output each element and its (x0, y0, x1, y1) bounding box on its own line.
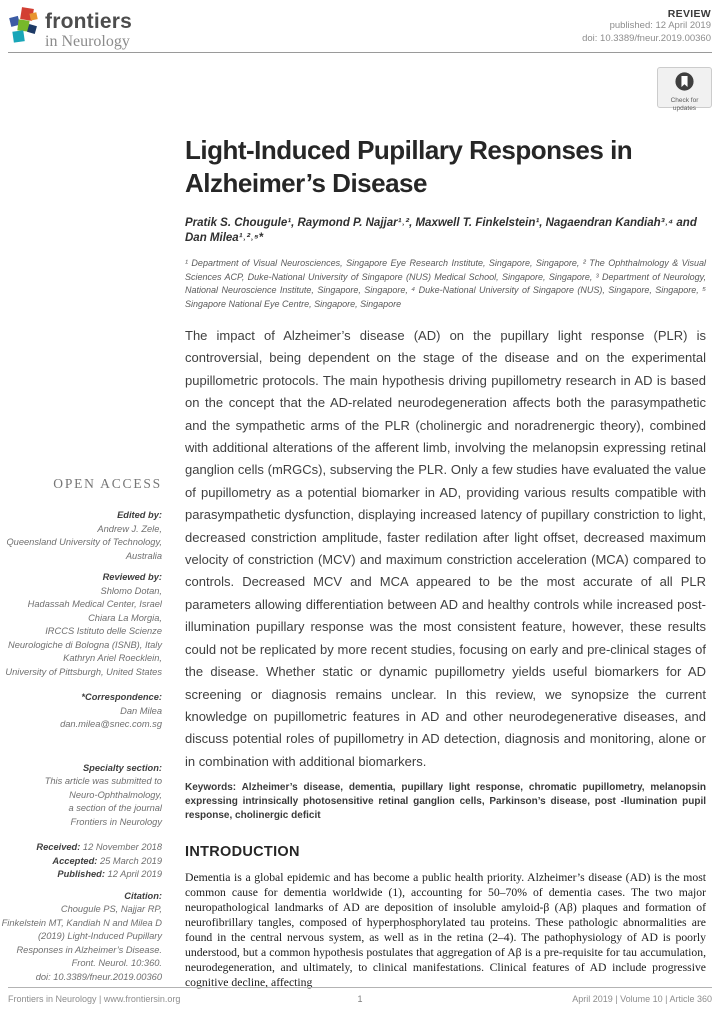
received-label: Received: (36, 842, 81, 852)
article-info-sidebar (0, 476, 162, 984)
published-date-line: published: 12 April 2019 (609, 20, 711, 31)
citation-line: Front. Neurol. 10:360. (71, 958, 162, 968)
article-title: Light-Induced Pupillary Responses in Alzheimer’s Disease (185, 135, 633, 198)
reviewed-by-line: IRCCS Istituto delle Scienze (45, 626, 162, 636)
history-dates-block (0, 841, 162, 882)
footer-divider (8, 987, 712, 988)
affiliations: ¹ Department of Visual Neurosciences, Singapore Eye Research Institute, Singapore, Singapore, ² The Ophthalmology & Visual Sciences ACP, Duke-National University of Singapore (NUS) Medical School, Singapore, Singapore, ³ Department of Neurology, National Neuroscience Institute, Singapore, Singapore, ⁴ Duke-National University of Singapore (NUS), Singapore, Singapore, ⁵ Singapore National Eye Centre, Singapore, Singapore (185, 258, 706, 309)
accepted-value: 25 March 2019 (99, 855, 162, 866)
edited-by-label: Edited by: (117, 510, 162, 520)
edited-by-block (0, 509, 162, 563)
citation-line: Responses in Alzheimer’s Disease. (16, 944, 162, 955)
citation-label: Citation: (124, 890, 162, 901)
doi-line: doi: 10.3389/fneur.2019.00360 (582, 32, 711, 44)
specialty-section-label: Specialty section: (82, 762, 162, 773)
reviewed-by-line: Chiara La Morgia, (88, 612, 162, 623)
check-updates-label-line2: updates (672, 104, 697, 112)
reviewed-by-line: Hadassah Medical Center, Israel (27, 599, 162, 609)
citation-line: (2019) Light-Induced Pupillary (37, 931, 162, 941)
reviewed-by-line: Neurologiche di Bologna (ISNB), Italy (8, 639, 162, 650)
specialty-line: Frontiers in Neurology (70, 816, 162, 827)
check-updates-label-line1: Check for (670, 97, 699, 104)
accepted-line (0, 855, 162, 869)
specialty-line: a section of the journal (68, 803, 162, 813)
article-main-column (185, 134, 706, 990)
bookmark-circle-icon (674, 71, 695, 92)
citation-block (0, 890, 162, 985)
citation-line: doi: 10.3389/fneur.2019.00360 (35, 971, 162, 982)
published-line (0, 868, 162, 882)
specialty-line: Neuro-Ophthalmology, (69, 789, 162, 800)
author-list: Pratik S. Chougule¹, Raymond P. Najjar¹˒², Maxwell T. Finkelstein¹, Nagaendran Kandiah³˒⁴ and Dan Milea¹˒²˒⁵* (185, 217, 697, 244)
correspondence-label: *Correspondence: (81, 692, 162, 702)
published-label: Published: (57, 869, 105, 879)
reviewed-by-line: Kathryn Ariel Roecklein, (63, 653, 162, 663)
received-value: 12 November 2018 (82, 842, 162, 852)
keywords-line: Keywords: Alzheimer’s disease, dementia, pupillary light response, chromatic pupillometry, melanopsin expressing intrinsically photosensitive retinal ganglion cells, Parkinson’s disease, post -Ilumination pupil response, cholinergic deficit (185, 782, 706, 822)
specialty-section-block (0, 762, 162, 830)
received-line (0, 841, 162, 855)
correspondence-block (0, 691, 162, 732)
footer-journal-url: Frontiers in Neurology | www.frontiersin.org (8, 994, 181, 1004)
citation-line: Finkelstein MT, Kandiah N and Milea D (1, 917, 162, 928)
reviewed-by-label: Reviewed by: (102, 572, 162, 582)
edited-by-line: Andrew J. Zele, (97, 523, 162, 534)
published-value: 12 April 2019 (107, 869, 162, 879)
accepted-label: Accepted: (52, 855, 98, 866)
journal-name: frontiers (45, 10, 132, 33)
correspondence-name: Dan Milea (120, 705, 162, 716)
edited-by-line: Australia (125, 550, 162, 561)
reviewed-by-line: University of Pittsburgh, United States (5, 666, 162, 677)
journal-logo-text (45, 7, 132, 51)
article-type-label: REVIEW (667, 8, 711, 20)
reviewed-by-line: Shlomo Dotan, (100, 585, 162, 596)
introduction-heading: INTRODUCTION (185, 844, 300, 861)
journal-logo (8, 7, 132, 51)
frontiers-cubes-logo (8, 7, 40, 49)
introduction-paragraph: Dementia is a global epidemic and has become a public health priority. Alzheimer’s disease (AD) is the most common cause for dementia worldwide (1), accounting for 50–70% of dementia cases. The two major neuropathological landmarks of AD are deposition of insoluble amyloid-β (Aβ) plaques and formation of neurofibrillary tangles, composed of hyperphosphorylated tau proteins. These pathologic abnormalities are found in the central nervous system, as well as in the retina (2–4). The pathophysiology of AD is poorly understood, but a common hypothesis postulates that aggregation of Aβ is a pre-requisite for tau accumulation, neurodegeneration, and ultimately, to clinical manifestations. Clinical features of AD include progressive cognitive decline, affecting (185, 871, 706, 990)
edited-by-line: Queensland University of Technology, (6, 537, 162, 547)
header-divider (8, 52, 712, 53)
abstract-text: The impact of Alzheimer’s disease (AD) on the pupillary light response (PLR) is controversial, being dependent on the stage of the disease and on the experimental pupillometric protocols. The main hypothesis driving pupillometry research in AD is based on the concept that the AD-related neurodegeneration affects both the parasympathetic and the sympathetic arms of the PLR (cholinergic and noradrenergic theory), combined with additional alterations of the afferent limb, involving the melanopsin expressing retinal ganglion cells (mRGCs), subserving the PLR. Only a few studies have evaluated the value of pupillometry as a potential biomarker in AD, providing various results compatible with parasympathetic dysfunction, displaying increased latency of pupillary constriction to light, decreased constriction amplitude, faster redilation after light offset, decreased maximum velocity of constriction (MCV) and maximum constriction acceleration (MCA) compared to controls. Decreased MCV and MCA appeared to be the most accurate of all PLR parameters allowing differentiation between AD and healthy controls while increased post-illumination pupillary response was the most consistent feature, however, these results could not be replicated by more recent studies, focusing on early and pre-clinical stages of the disease. Whether static or dynamic pupillometry yields useful biomarkers for AD screening or diagnosis remains unclear. In this review, we synopsize the current knowledge on pupillometric features in AD and other neurodegenerative diseases, and discuss potential roles of pupillometry in AD detection, diagnosis and monitoring, alone or in combination with additional biomarkers. (185, 328, 706, 769)
open-access-label: OPEN ACCESS (53, 476, 162, 491)
check-for-updates-badge[interactable] (657, 67, 712, 112)
specialty-line: This article was submitted to (44, 776, 162, 786)
page-number: 1 (357, 994, 363, 1004)
reviewed-by-block (0, 571, 162, 679)
footer-issue-info: April 2019 | Volume 10 | Article 360 (572, 994, 712, 1004)
correspondence-email-link[interactable]: dan.milea@snec.com.sg (60, 719, 162, 729)
citation-line: Chougule PS, Najjar RP, (60, 904, 162, 914)
journal-subtitle: in Neurology (45, 33, 130, 50)
header-meta (582, 8, 711, 45)
